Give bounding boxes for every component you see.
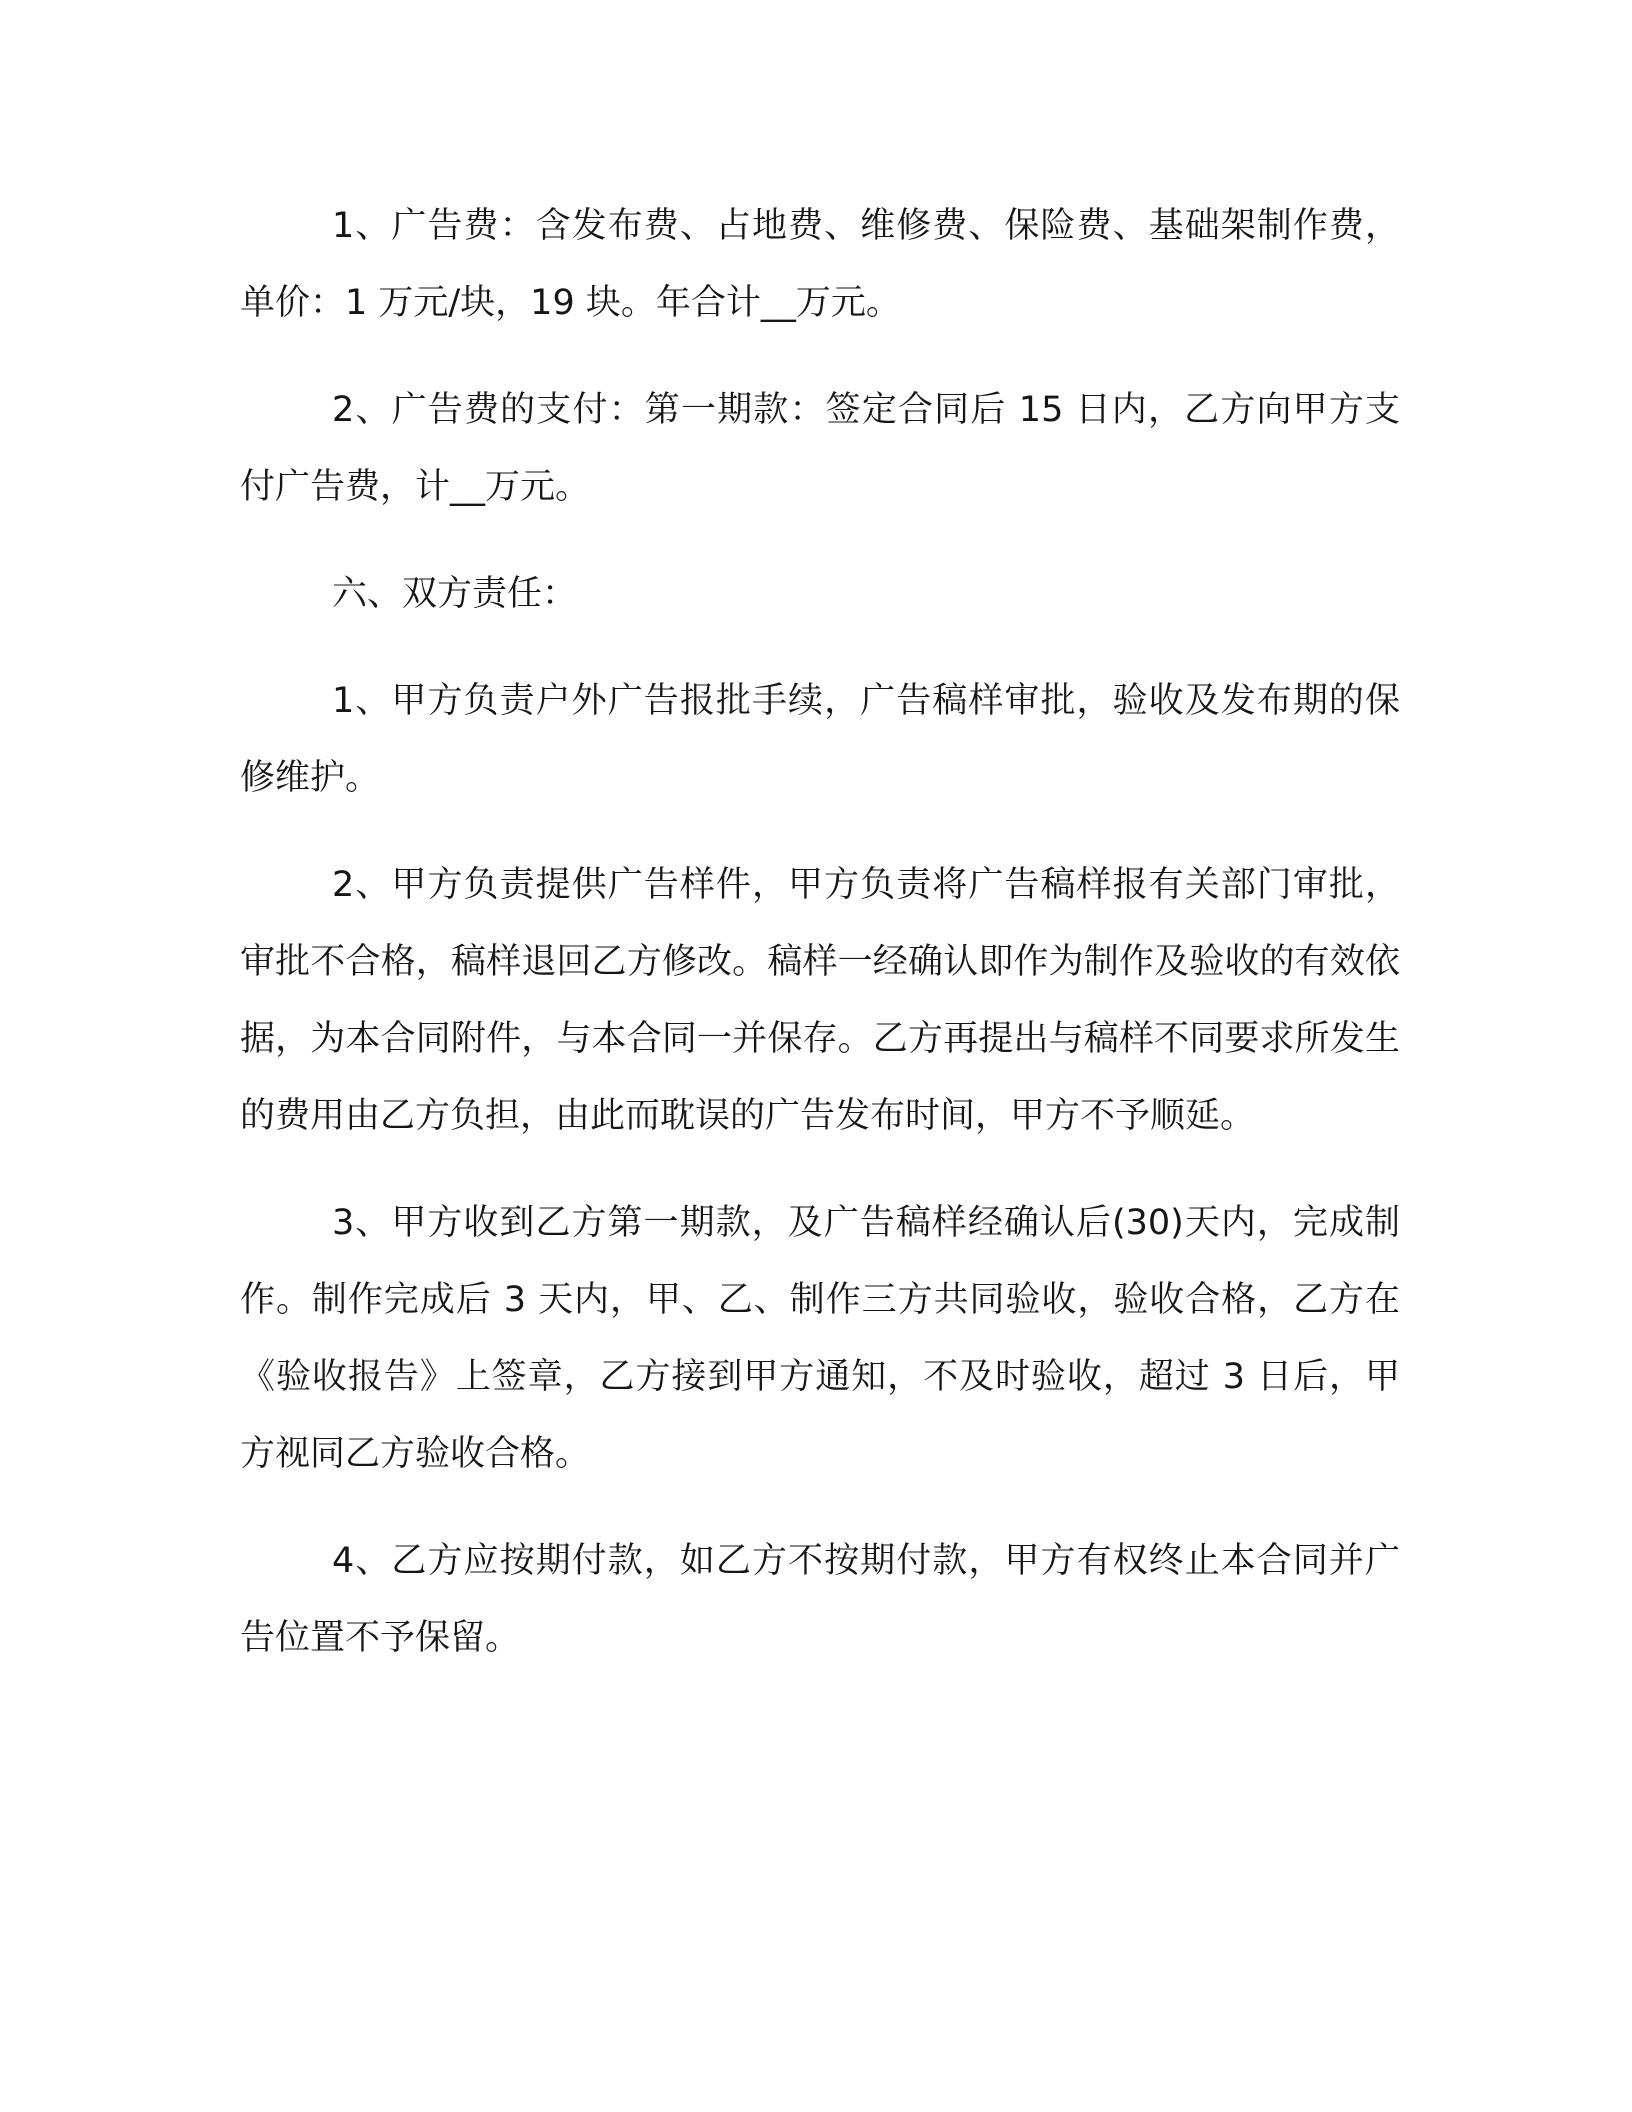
section-heading-responsibilities: 六、双方责任：	[332, 574, 578, 614]
paragraph-party-a-approval: 1、甲方负责户外广告报批手续，广告稿样审批，验收及发布期的保修维护。	[240, 681, 1400, 798]
paragraph-ad-fee-payment: 2、广告费的支付：第一期款：签定合同后 15 日内，乙方向甲方支付广告费，计__万元。	[240, 390, 1400, 507]
paragraph-production-acceptance: 3、甲方收到乙方第一期款，及广告稿样经确认后(30)天内，完成制作。制作完成后 3 天内，甲、乙、制作三方共同验收，验收合格，乙方在《验收报告》上签章，乙方接到甲方通知，不及时验收，超过 3 日后，甲方视同乙方验收合格。	[240, 1203, 1400, 1474]
paragraph-ad-sample: 2、甲方负责提供广告样件，甲方负责将广告稿样报有关部门审批，审批不合格，稿样退回乙方修改。稿样一经确认即作为制作及验收的有效依据，为本合同附件，与本合同一并保存。乙方再提出与稿样不同要求所发生的费用由乙方负担，由此而耽误的广告发布时间，甲方不予顺延。	[240, 865, 1400, 1136]
paragraph-ad-fee: 1、广告费：含发布费、占地费、维修费、保险费、基础架制作费，单价：1 万元/块，19 块。年合计__万元。	[240, 206, 1400, 323]
paragraph-payment-termination: 4、乙方应按期付款，如乙方不按期付款，甲方有权终止本合同并广告位置不予保留。	[240, 1541, 1400, 1658]
document-body	[240, 188, 1400, 1707]
